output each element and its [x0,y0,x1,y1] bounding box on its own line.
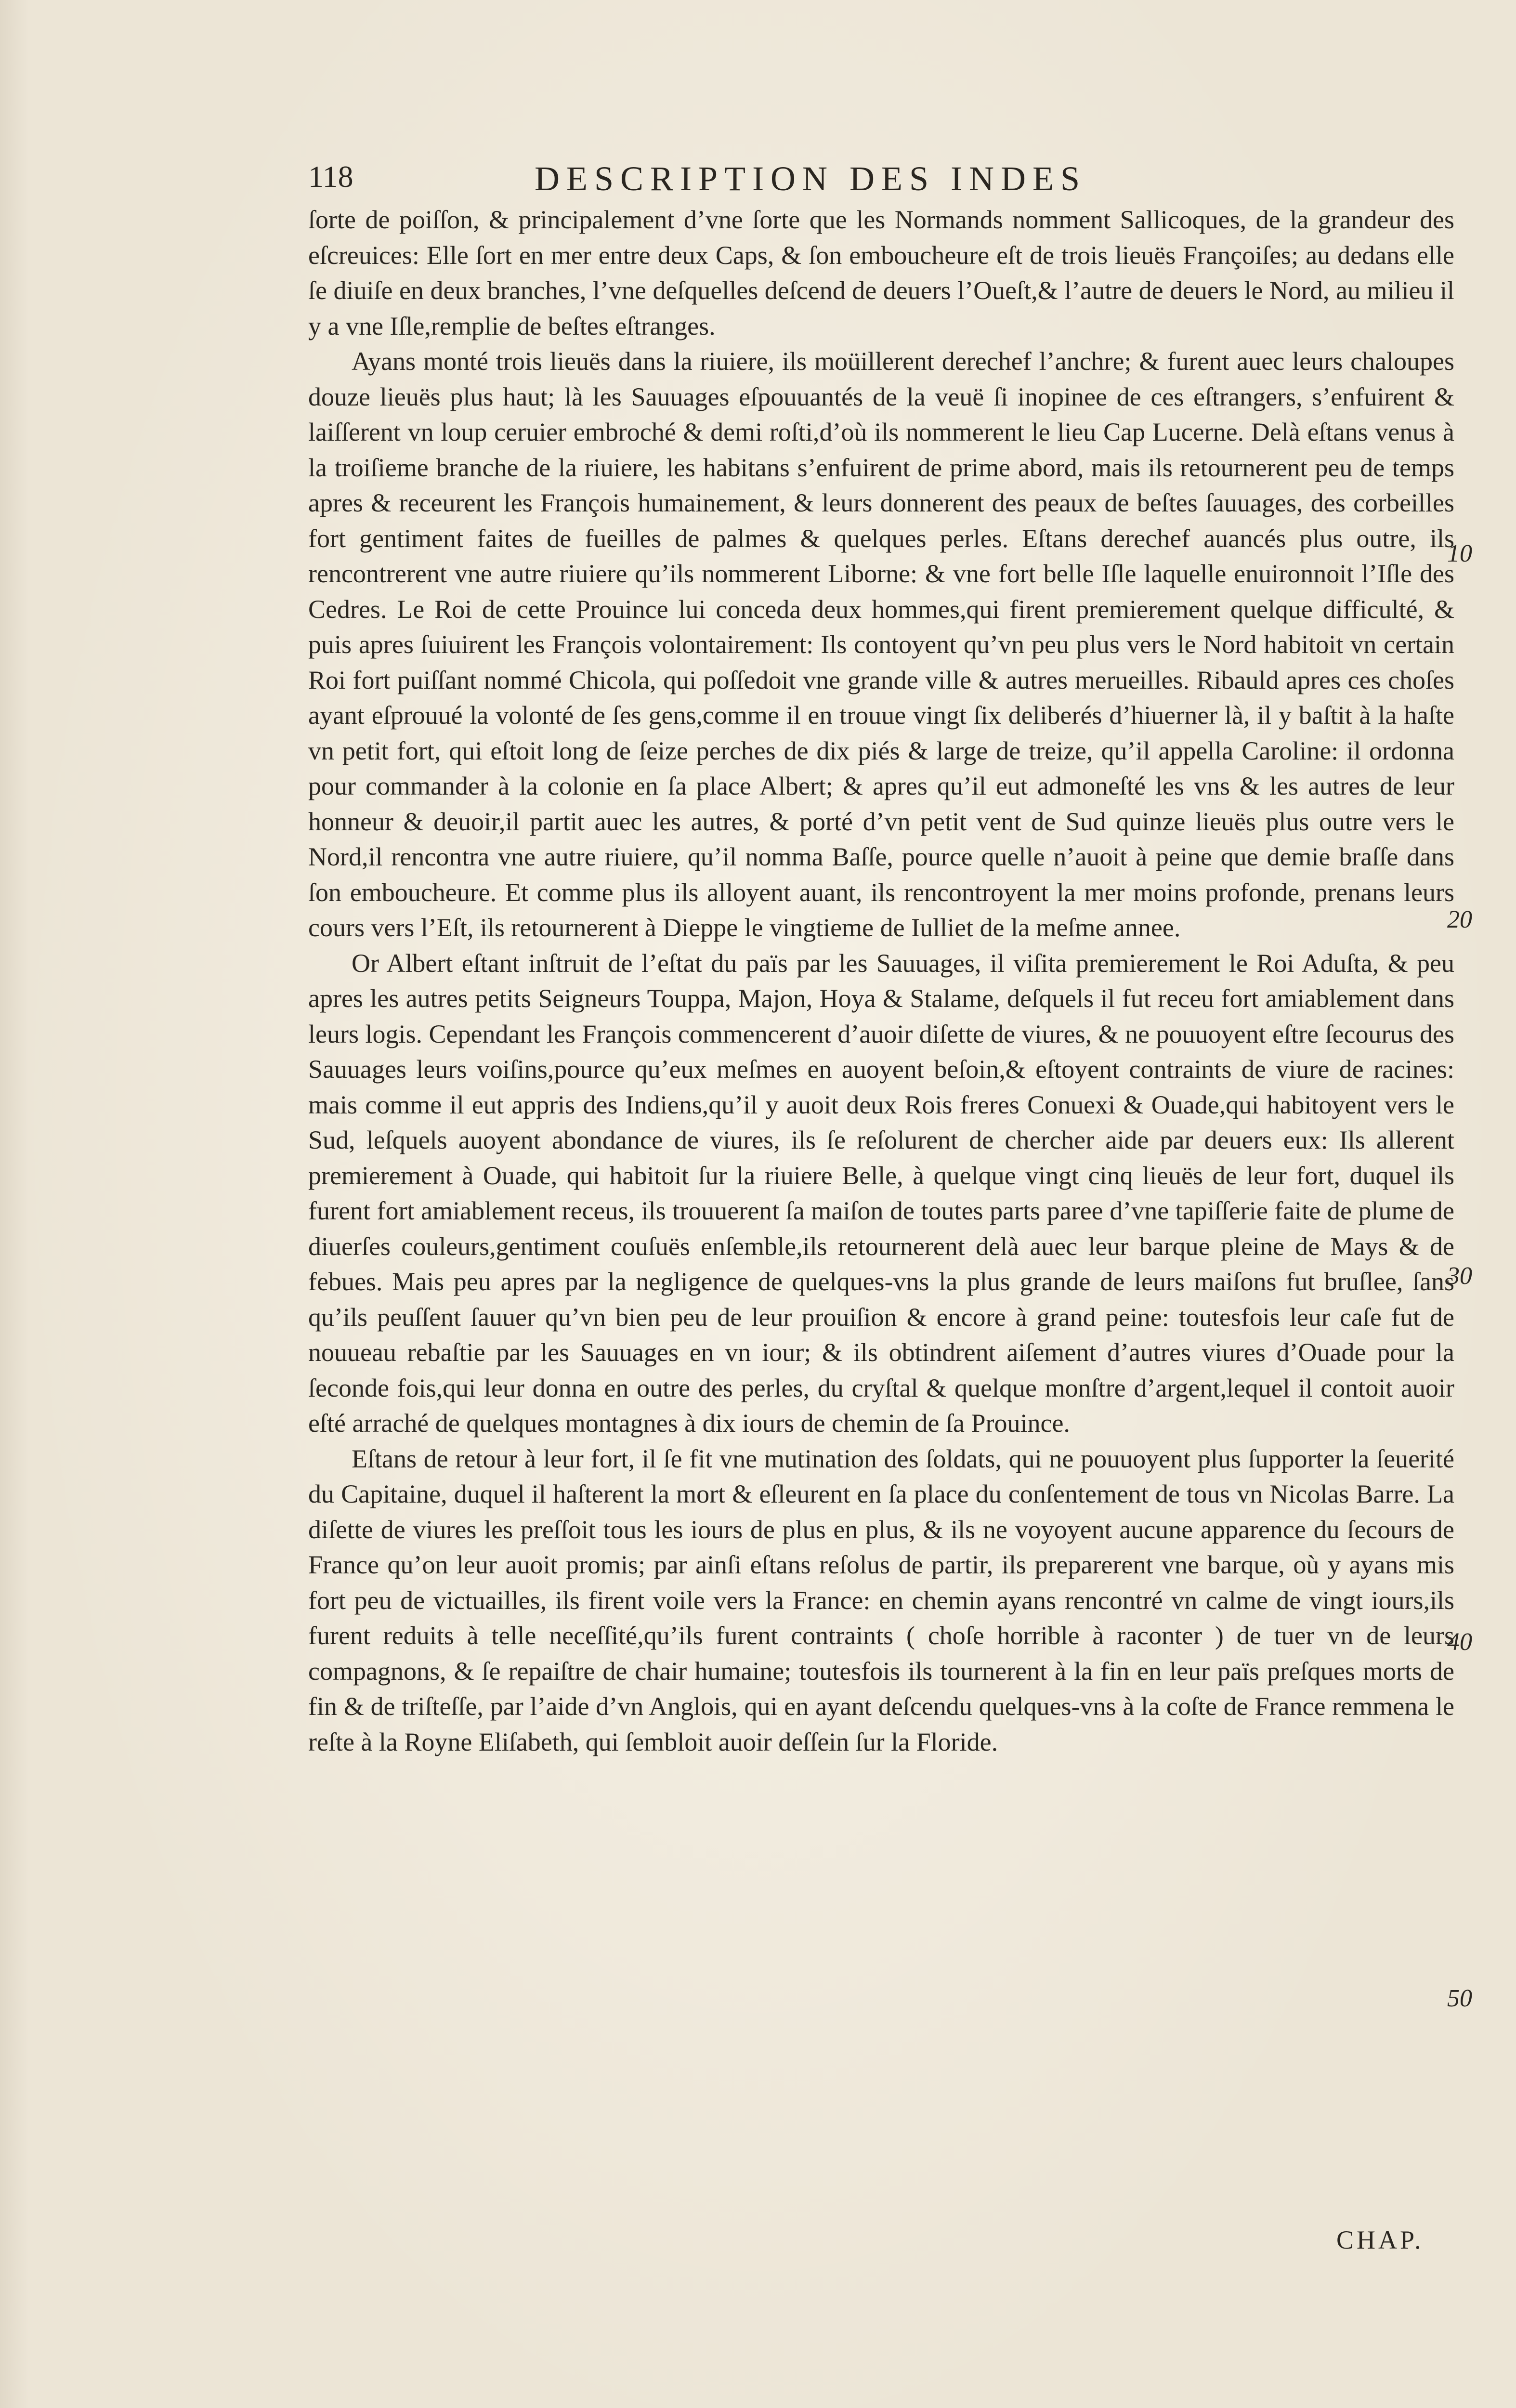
paragraph: Ayans monté trois lieuës dans la riuiere, ils moüillerent derechef l’anchre; & furent auec leurs chaloupes douze lieuës plus haut; là les Sauuages eſpouuantés de la veuë ſi inopinee de ces eſtrangers, s’enfuirent & laiſſerent vn loup ceruier embroché & demi roſti,d’où ils nommerent le lieu Cap Lucerne. Delà eſtans venus à la troiſieme branche de la riuiere, les habitans s’enfuirent de prime abord, mais ils retournerent peu de temps apres & receurent les François humainement, & leurs donnerent des peaux de beſtes ſauuages, des corbeilles fort gentiment faites de fueilles de palmes & quelques perles. Eſtans derechef auancés plus outre, ils rencontrerent vne autre riuiere qu’ils nommerent Liborne: & vne fort belle Iſle laquelle enuironnoit l’Iſle des Cedres. Le Roi de cette Prouince lui conceda deux hommes,qui firent premierement quelque difficulté, & puis apres ſuiuirent les François volontairement: Ils contoyent qu’vn peu plus vers le Nord habitoit vn certain Roi fort puiſſant nommé Chicola, qui poſſedoit vne grande ville & autres merueilles. Ribauld apres ces choſes ayant eſprouué la volonté de ſes gens,comme il en trouue vingt ſix deliberés d’hiuerner là, il y baſtit à la haſte vn petit fort, qui eſtoit long de ſeize perches de dix piés & large de treize, qu’il appella Caroline: il ordonna pour commander à la colonie en ſa place Albert; & apres qu’il eut admoneſté les vns & les autres de leur honneur & deuoir,il partit auec les autres, & porté d’vn petit vent de Sud quinze lieuës plus outre vers le Nord,il rencontra vne autre riuiere, qu’il nomma Baſſe, pource quelle n’auoit à peine que demie braſſe dans ſon emboucheure. Et comme plus ils alloyent auant, ils rencontroyent la mer moins profonde, prenans leurs cours vers l’Eſt, ils retournerent à Dieppe le vingtieme de Iulliet de la meſme annee. [308,347,1454,942]
page-number: 118 [308,159,353,194]
margin-line-number: 30 [1447,1262,1472,1290]
page-header [308,159,1464,197]
catchword: CHAP. [1336,2225,1424,2254]
paragraph: Eſtans de retour à leur fort, il ſe fit vne mutination des ſoldats, qui ne pouuoyent plus ſupporter la ſeuerité du Capitaine, duquel il haſterent la mort & eſleurent en ſa place du conſentement de tous vn Nicolas Barre. La diſette de viures les preſſoit tous les iours de plus en plus, & ils ne voyoyent aucune apparence du ſecours de France qu’on leur auoit promis; par ainſi eſtans reſolus de partir, ils preparerent vne barque, où y ayans mis fort peu de victuailles, ils firent voile vers la France: en chemin ayans rencontré vn calme de vingt iours,ils furent reduits à telle neceſſité,qu’ils furent contraints ( choſe horrible à raconter ) de tuer vn de leurs compagnons, & ſe repaiſtre de chair humaine; toutesfois ils tournerent à la fin en leur païs preſques morts de fin & de triſteſſe, par l’aide d’vn Anglois, qui en ayant deſcendu quelques-vns à la coſte de France remmena le reſte à la Royne Eliſabeth, qui ſembloit auoir deſſein ſur la Floride. [308,1444,1454,1756]
margin-line-number: 50 [1447,1985,1472,2012]
paragraph: ſorte de poiſſon, & principalement d’vne ſorte que les Normands nomment Sallicoques, de la grandeur des eſcreuices: Elle ſort en mer entre deux Caps, & ſon emboucheure eſt de trois lieuës Françoiſes; au dedans elle ſe diuiſe en deux branches, l’vne deſquelles deſcend de deuers l’Oueſt,& l’autre de deuers le Nord, au milieu il y a vne Iſle,remplie de beſtes eſtranges. [308,205,1454,340]
margin-line-number: 40 [1447,1628,1472,1656]
margin-line-number: 20 [1447,906,1472,933]
running-title: DESCRIPTION DES INDES [535,159,1087,198]
text-body [308,202,1454,1760]
paragraph: Or Albert eſtant inſtruit de l’eſtat du païs par les Sauuages, il viſita premierement le Roi Aduſta, & peu apres les autres petits Seigneurs Touppa, Majon, Hoya & Stalame, deſquels il fut receu fort amiablement dans leurs logis. Cependant les François commencerent d’auoir diſette de viures, & ne pouuoyent eſtre ſecourus des Sauuages leurs voiſins,pource qu’eux meſmes en auoyent beſoin,& eſtoyent contraints de viure de racines: mais comme il eut appris des Indiens,qu’il y auoit deux Rois freres Conuexi & Ouade,qui habitoyent vers le Sud, leſquels auoyent abondance de viures, ils ſe reſolurent de chercher aide par deuers eux: Ils allerent premierement à Ouade, qui habitoit ſur la riuiere Belle, à quelque vingt cinq lieuës de leur fort, duquel ils furent fort amiablement receus, ils trouuerent ſa maiſon de toutes parts paree d’vne tapiſſerie faite de plume de diuerſes couleurs,gentiment couſuës enſemble,ils retournerent delà auec leur barque pleine de Mays & de febues. Mais peu apres par la negligence de quelques-vns la plus grande de leurs maiſons fut bruſlee, ſans qu’ils peuſſent ſauuer qu’vn bien peu de leur prouiſion & encore à grand peine: toutesfois leur caſe fut de nouueau rebaſtie par les Sauuages en vn iour; & ils obtindrent aiſement d’autres viures d’Ouade pour la ſeconde fois,qui leur donna en outre des perles, du cryſtal & quelque monſtre d’argent,lequel il contoit auoir eſté arraché de quelques montagnes à dix iours de chemin de ſa Prouince. [308,948,1454,1438]
margin-line-number: 10 [1447,540,1472,567]
